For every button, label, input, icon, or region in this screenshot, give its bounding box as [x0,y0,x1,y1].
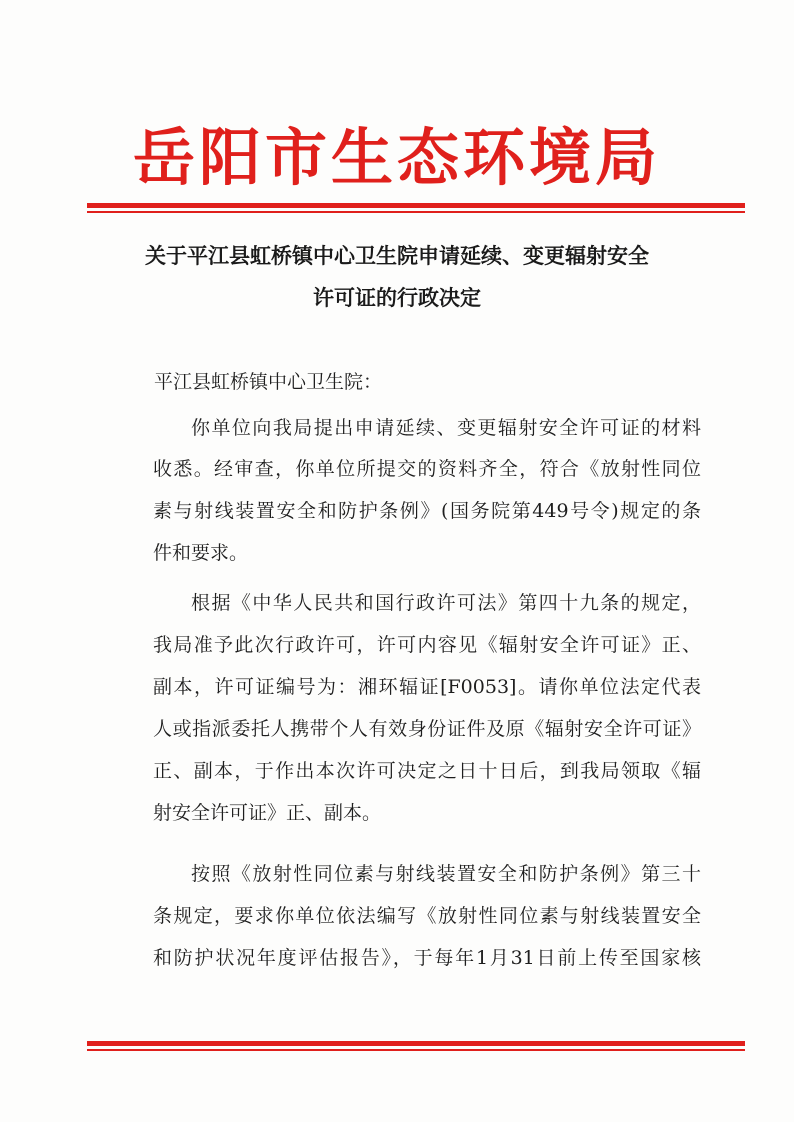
paragraph-1-line-4: 件和要求。 [153,542,249,564]
paragraph-3-line-2: 条规定，要求你单位依法编写《放射性同位素与射线装置安全 [153,905,701,927]
paragraph-2-line-3: 副本，许可证编号为：湘环辐证[F0053]。请你单位法定代表 [153,676,701,698]
paragraph-2-line-6: 射安全许可证》正、副本。 [153,802,382,824]
letterhead-top-thin-rule [87,211,745,213]
paragraph-2-line-2: 我局准予此次行政许可，许可内容见《辐射安全许可证》正、 [153,634,701,656]
letterhead-top-thick-rule [87,203,745,208]
paragraph-2-line-4: 人或指派委托人携带个人有效身份证件及原《辐射安全许可证》 [153,718,701,740]
document-title-line-1: 关于平江县虹桥镇中心卫生院申请延续、变更辐射安全 [145,244,649,268]
paragraph-3-line-1: 按照《放射性同位素与射线装置安全和防护条例》第三十 [191,863,701,885]
paragraph-3-line-3: 和防护状况年度评估报告》，于每年1月31日前上传至国家核 [153,947,701,969]
paragraph-1-line-2: 收悉。经审查，你单位所提交的资料齐全，符合《放射性同位 [153,458,701,480]
document-title-line-2: 许可证的行政决定 [313,286,481,310]
paragraph-2-line-1: 根据《中华人民共和国行政许可法》第四十九条的规定， [191,592,701,614]
paragraph-1-line-3: 素与射线装置安全和防护条例》(国务院第449号令)规定的条 [153,500,701,522]
letterhead-agency-name: 岳阳市生态环境局 [132,121,661,194]
paragraph-1-line-1: 你单位向我局提出申请延续、变更辐射安全许可证的材料 [191,417,701,439]
footer-thin-rule [87,1049,745,1051]
salutation: 平江县虹桥镇中心卫生院： [154,371,383,393]
paragraph-2-line-5: 正、副本，于作出本次许可决定之日十日后，到我局领取《辐 [153,760,701,782]
footer-thick-rule [87,1041,745,1046]
